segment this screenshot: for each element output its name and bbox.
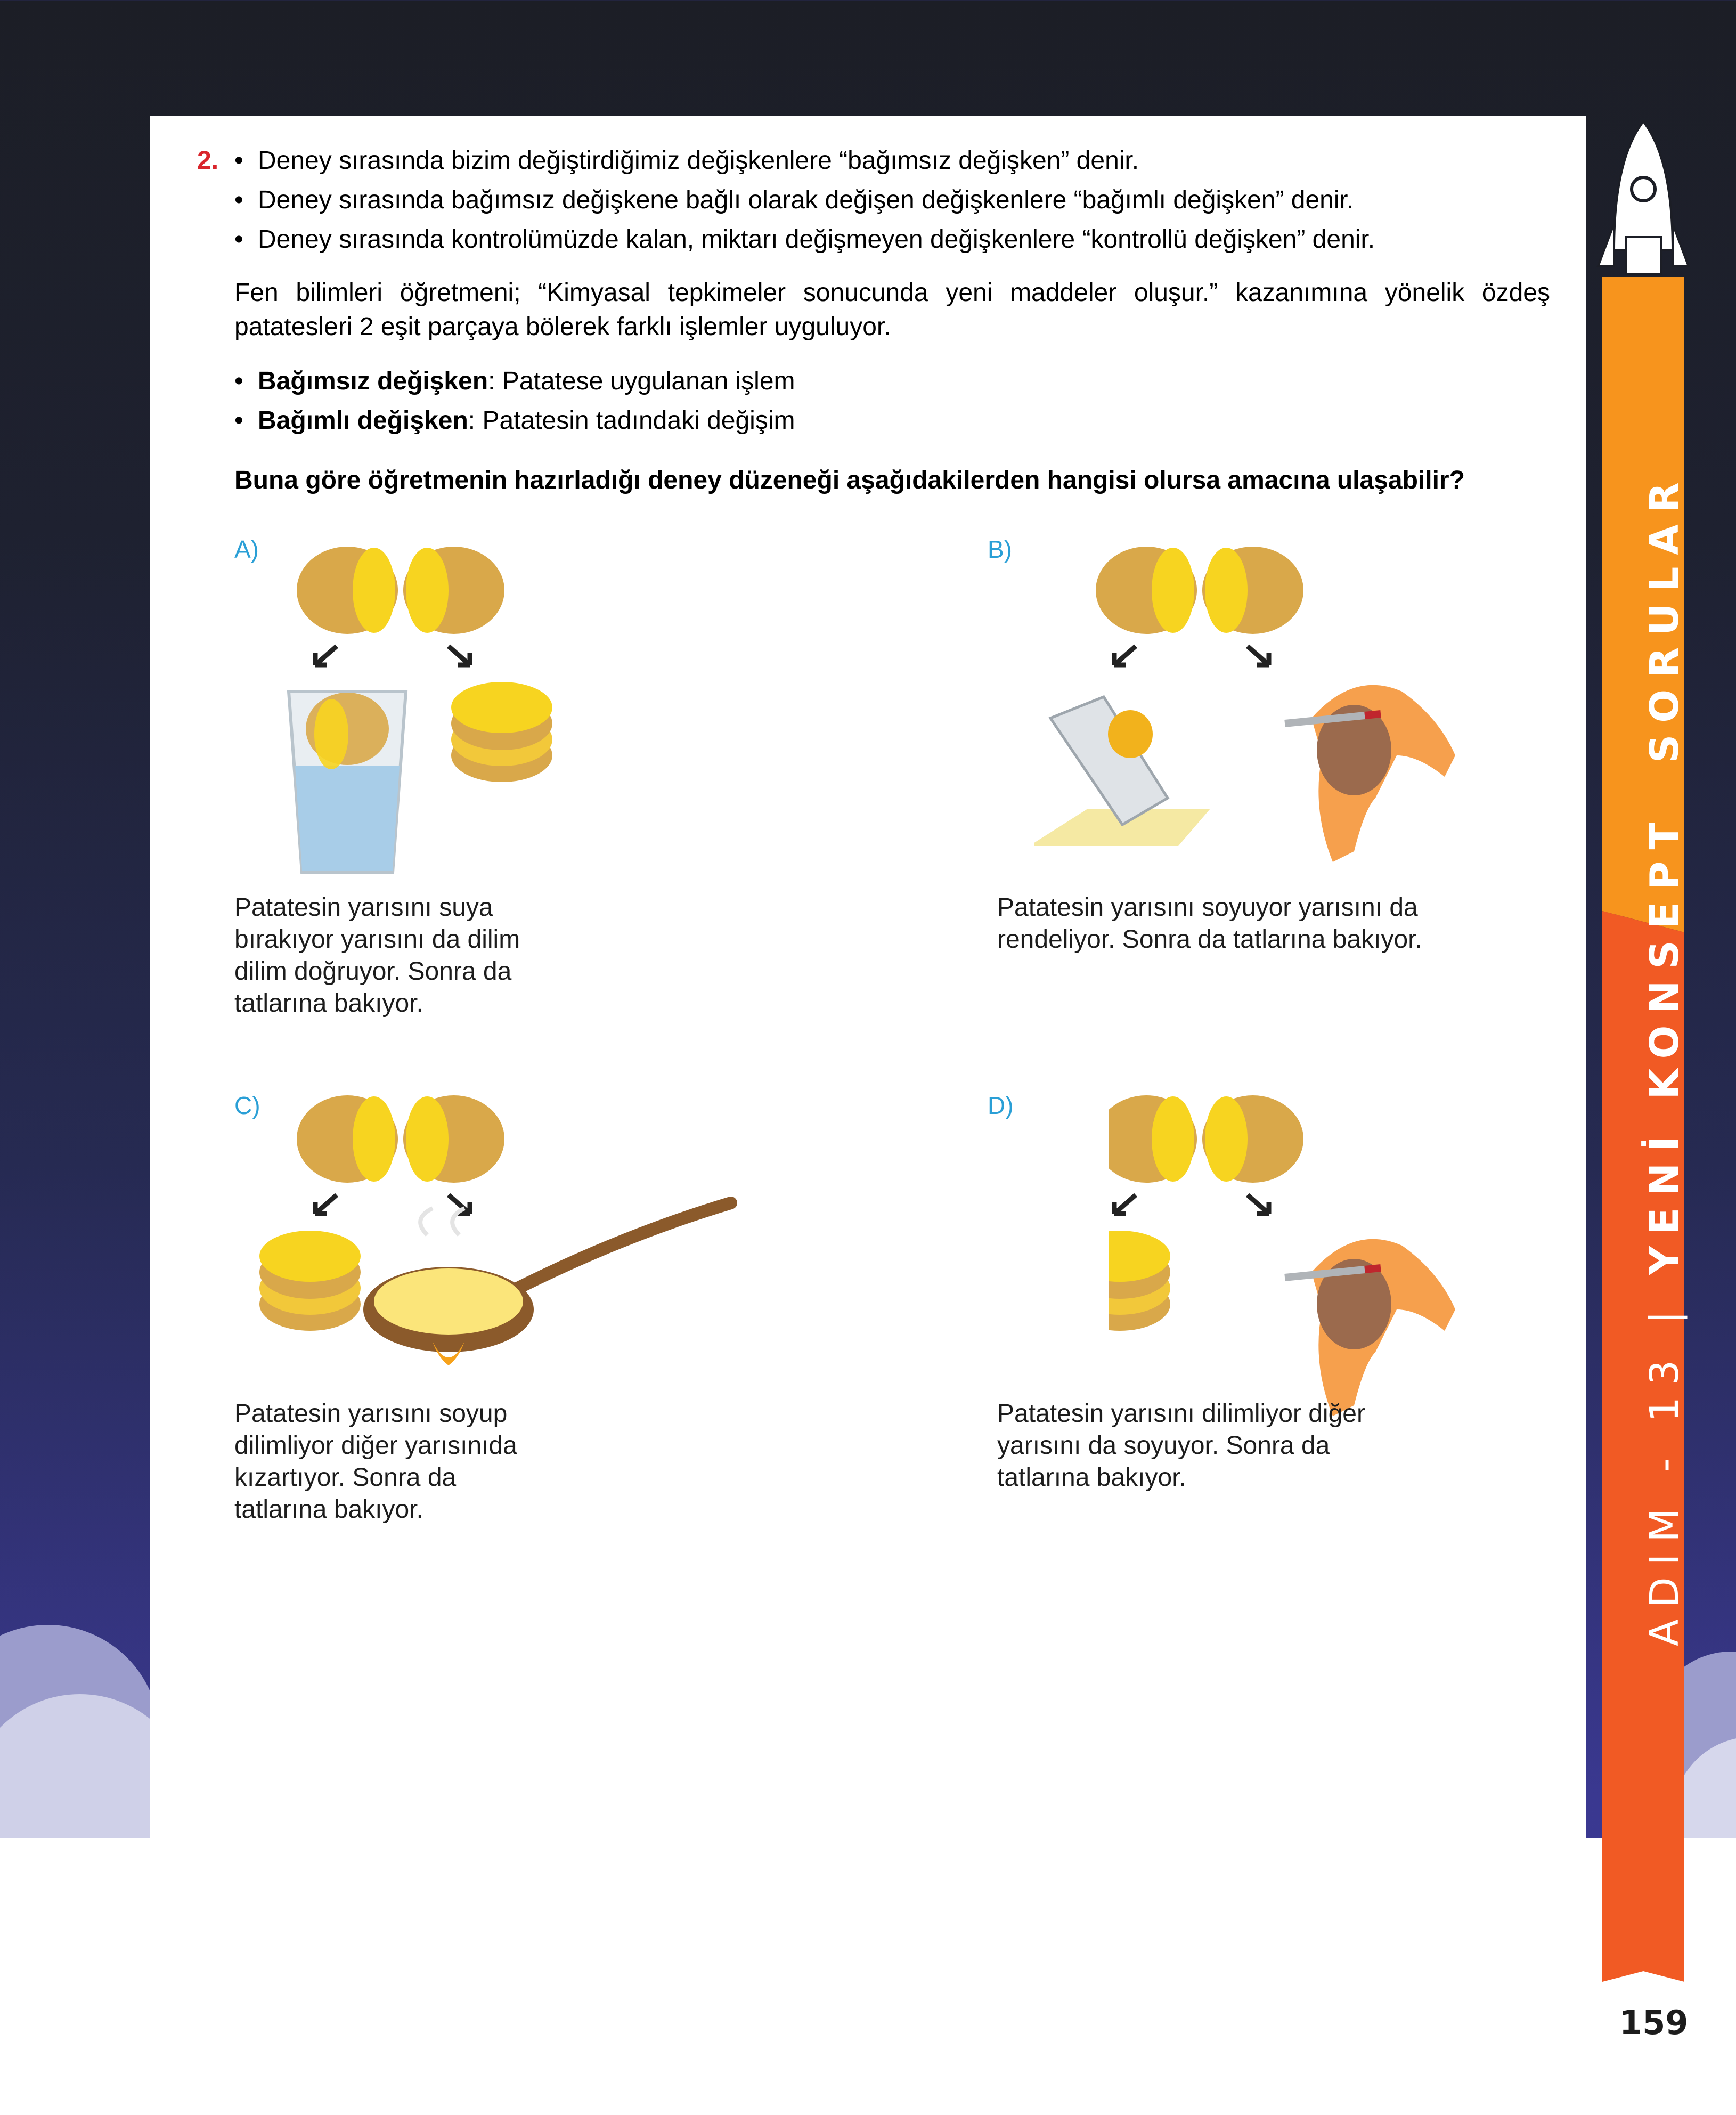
caption-line: bırakıyor yarısını da dilim (234, 925, 520, 954)
arrow-right (449, 646, 470, 665)
page (150, 116, 1586, 2114)
variable-independent (258, 367, 795, 396)
arrow-left (1114, 1195, 1136, 1214)
page-number: 159 (1619, 2003, 1689, 2042)
bullet-dot: • (234, 406, 243, 435)
potato-half-left (297, 547, 398, 634)
potato-slices-stack (1109, 1231, 1170, 1331)
potato-half-right (1202, 1095, 1303, 1183)
hand-peeling (1285, 685, 1455, 862)
potato-slices-stack (451, 682, 552, 782)
caption-line: Patatesin yarısını suya (234, 893, 493, 922)
option-d-label[interactable]: D) (988, 1092, 1014, 1119)
potato-half-left (1096, 547, 1197, 634)
bullet-dot: • (234, 225, 243, 254)
potato-half-right (1202, 547, 1303, 634)
caption-line: Patatesin yarısını dilimliyor diğer (997, 1400, 1365, 1428)
caption-line: Patatesin yarısını soyup (234, 1400, 508, 1428)
caption-line: tatlarına bakıyor. (234, 989, 423, 1018)
potato-half-right (403, 1095, 504, 1183)
caption-line: yarısını da soyuyor. Sonra da (997, 1431, 1330, 1460)
arrow-left (315, 1195, 337, 1214)
caption-line: dilimliyor diğer yarısınıda (234, 1431, 517, 1460)
hand-peeling (1285, 1239, 1455, 1416)
variable-desc: : Patatesin tadındaki değişim (468, 406, 795, 435)
option-a-caption (234, 892, 520, 1020)
band-label (1642, 470, 1688, 1646)
rocket-icon (1598, 121, 1689, 274)
bullet-dot: • (234, 367, 243, 395)
definition-2: Deney sırasında bağımsız değişkene bağlı olarak değişen değişkenlere “bağımlı değişken” denir. (258, 186, 1354, 214)
variable-desc: : Patatese uygulanan işlem (488, 367, 795, 395)
question-number: 2. (197, 147, 219, 175)
option-d-caption (997, 1398, 1365, 1494)
intro-paragraph: Fen bilimleri öğretmeni; “Kimyasal tepkimeler sonucunda yeni maddeler oluşur.” kazanımına yönelik özdeş patatesleri 2 eşit parçaya bölerek farklı işlemler uyguluyor. (234, 279, 1550, 341)
variable-term: Bağımsız değişken (258, 367, 488, 395)
option-b-label[interactable]: B) (988, 535, 1012, 563)
question-prompt: Buna göre öğretmenin hazırladığı deney düzeneği aşağıdakilerden hangisi olursa amacına ulaşabilir? (234, 466, 1465, 494)
caption-line: rendeliyor. Sonra da tatlarına bakıyor. (997, 925, 1422, 954)
variable-dependent (258, 406, 795, 435)
potato-half-left (297, 1095, 398, 1183)
arrow-left (1114, 646, 1136, 665)
frying-pan (363, 1203, 731, 1365)
water-glass (289, 692, 406, 873)
definition-1: Deney sırasında bizim değiştirdiğimiz değişkenlere “bağımsız değişken” denir. (258, 147, 1139, 175)
option-b-caption (997, 892, 1422, 956)
grater (1034, 697, 1210, 846)
band-section-text: SORULAR (1642, 470, 1688, 763)
variable-term: Bağımlı değişken (258, 406, 468, 435)
potato-half-right (403, 547, 504, 634)
option-a-label[interactable]: A) (234, 535, 259, 563)
band-light-text: ADIM - 13 | (1642, 1274, 1688, 1646)
band-bold-text: YENİ KONSEPT (1642, 811, 1688, 1275)
bullet-dot: • (234, 147, 243, 175)
option-c-caption (234, 1398, 517, 1526)
caption-line: Patatesin yarısını soyuyor yarısını da (997, 893, 1418, 922)
potato-slices-stack (259, 1231, 361, 1331)
caption-line: tatlarına bakıyor. (997, 1463, 1186, 1492)
bullet-dot: • (234, 186, 243, 214)
option-c-label[interactable]: C) (234, 1092, 260, 1119)
definition-3: Deney sırasında kontrolümüzde kalan, miktarı değişmeyen değişkenlere “kontrollü değişken” denir. (258, 225, 1375, 254)
caption-line: tatlarına bakıyor. (234, 1495, 423, 1524)
arrow-right (1248, 1195, 1269, 1214)
arrow-right (1248, 646, 1269, 665)
caption-line: kızartıyor. Sonra da (234, 1463, 457, 1492)
arrow-left (315, 646, 337, 665)
potato-half-left (1109, 1095, 1197, 1183)
caption-line: dilim doğruyor. Sonra da (234, 957, 512, 986)
